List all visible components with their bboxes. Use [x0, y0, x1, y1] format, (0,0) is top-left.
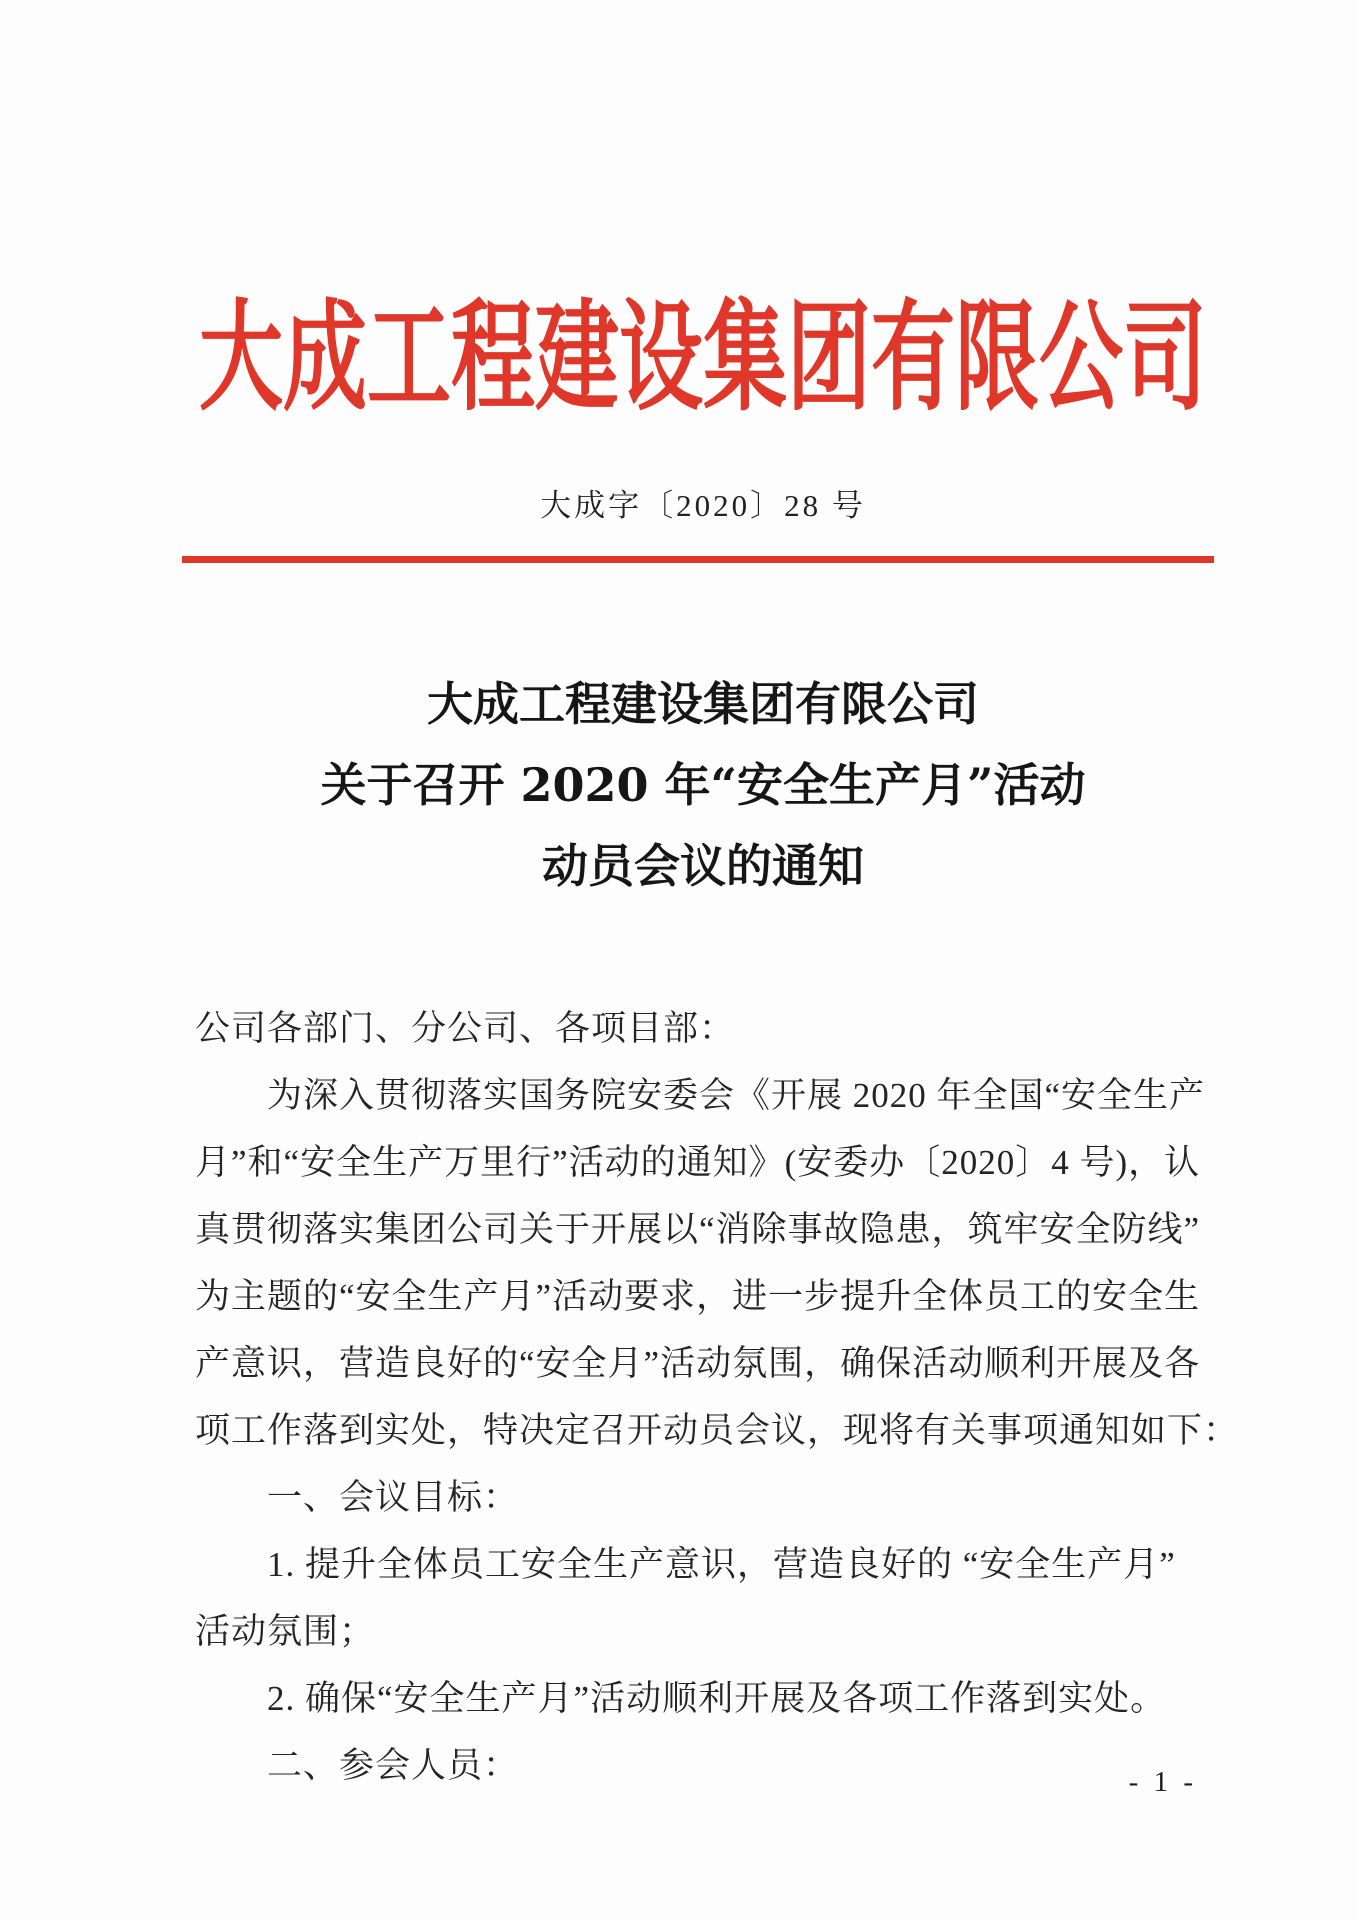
body-line: 为主题的“安全生产月”活动要求，进一步提升全体员工的安全生 — [195, 1277, 1201, 1316]
body-line: 为深入贯彻落实国务院安委会《开展 2020 年全国“安全生产 — [267, 1076, 1206, 1115]
body-line: 产意识，营造良好的“安全月”活动氛围，确保活动顺利开展及各 — [195, 1344, 1201, 1383]
body-line: 公司各部门、分公司、各项目部： — [195, 1009, 736, 1048]
red-divider-rule — [182, 556, 1214, 563]
body-line: 真贯彻落实集团公司关于开展以“消除事故隐患，筑牢安全防线” — [195, 1210, 1201, 1249]
body-line: 月”和“安全生产万里行”活动的通知》(安委办〔2020〕4 号)，认 — [195, 1143, 1201, 1182]
document-title-line-1: 大成工程建设集团有限公司 — [427, 677, 979, 731]
document-number: 大成字〔2020〕28 号 — [540, 488, 866, 523]
body-line: 活动氛围； — [195, 1612, 376, 1651]
document-title-line-2: 关于召开 2020 年“安全生产月”活动 — [320, 758, 1086, 812]
body-line: 二、参会人员： — [267, 1746, 520, 1785]
body-line: 1. 提升全体员工安全生产意识，营造良好的 “安全生产月” — [267, 1545, 1176, 1584]
body-line: 一、会议目标： — [267, 1478, 520, 1517]
document-title-line-3: 动员会议的通知 — [542, 839, 864, 893]
body-line: 2. 确保“安全生产月”活动顺利开展及各项工作落到实处。 — [267, 1679, 1167, 1718]
document-body — [195, 995, 1240, 1799]
document-title — [170, 664, 1236, 907]
company-masthead-title: 大成工程建设集团有限公司 — [198, 286, 1207, 427]
body-line: 项工作落到实处，特决定召开动员会议，现将有关事项通知如下： — [195, 1411, 1240, 1450]
page-number: - 1 - — [1128, 1766, 1197, 1798]
